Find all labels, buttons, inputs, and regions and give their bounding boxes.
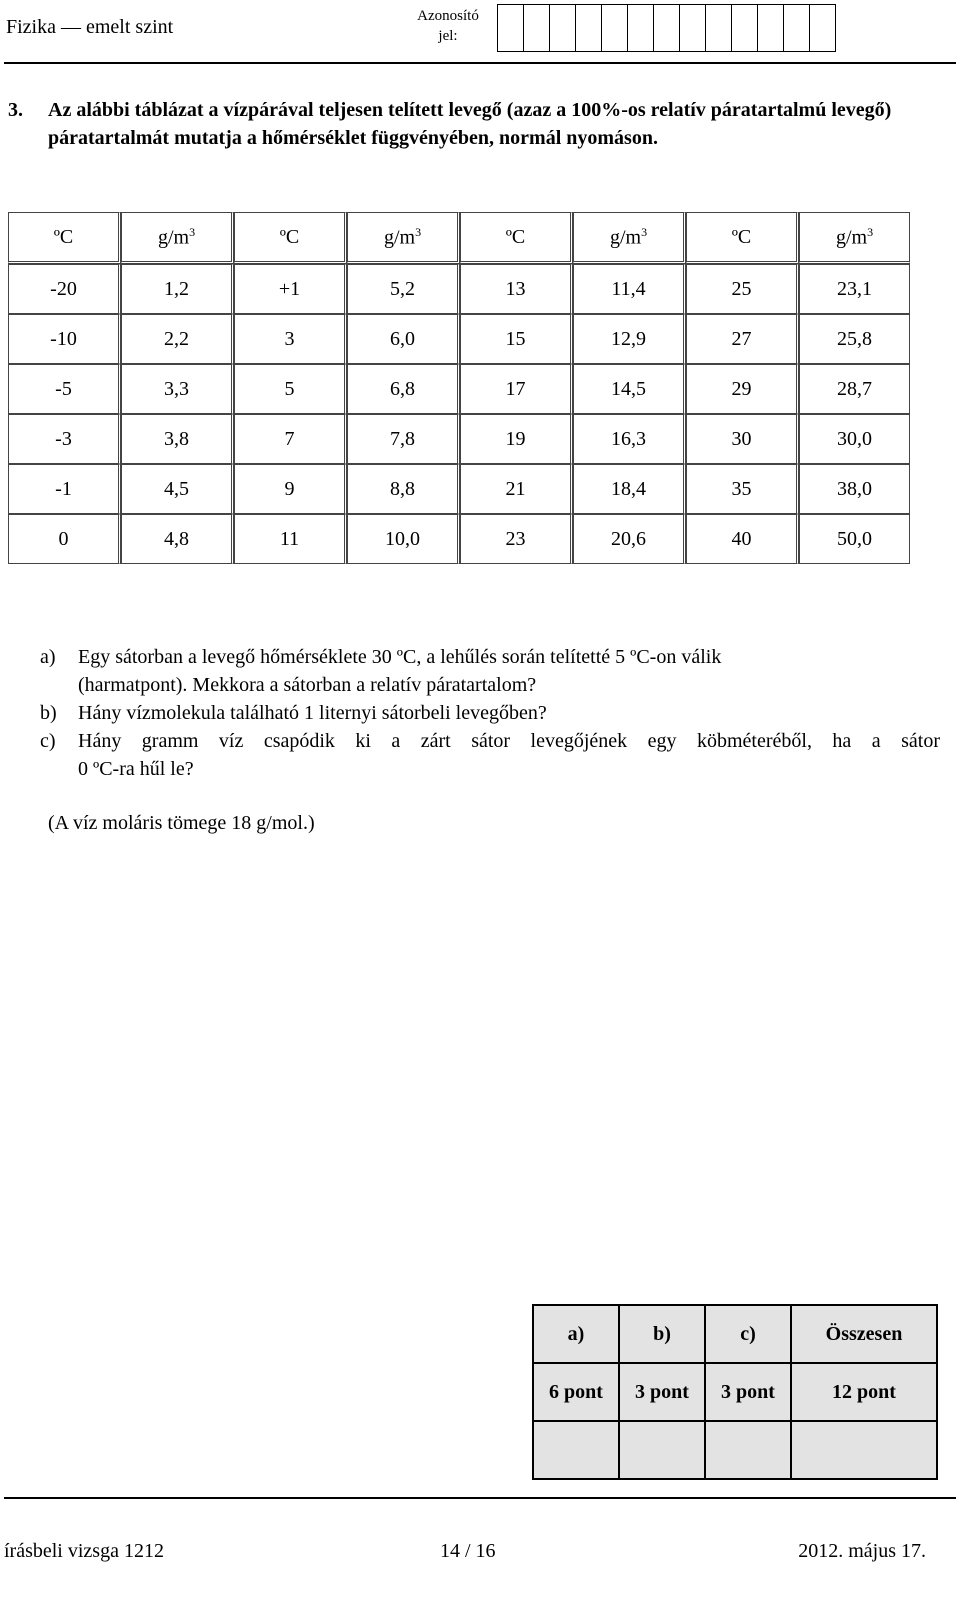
table-cell: 29 bbox=[686, 364, 799, 414]
id-label-line2: jel: bbox=[438, 28, 458, 44]
id-box[interactable] bbox=[575, 4, 602, 52]
score-points: 12 pont bbox=[791, 1363, 937, 1421]
question-c bbox=[40, 727, 940, 783]
table-row bbox=[8, 364, 910, 414]
id-box[interactable] bbox=[601, 4, 628, 52]
table-cell: 5,2 bbox=[347, 264, 460, 314]
header-cell: ºC bbox=[234, 212, 347, 264]
task-number: 3. bbox=[8, 99, 23, 121]
table-cell: 2,2 bbox=[121, 314, 234, 364]
header-cell: ºC bbox=[686, 212, 799, 264]
humidity-table bbox=[8, 212, 910, 564]
id-box[interactable] bbox=[783, 4, 810, 52]
score-label: c) bbox=[705, 1305, 791, 1363]
question-c-line1: Hány gramm víz csapódik ki a zárt sátor levegőjének egy köbméteréből, ha a sátor bbox=[78, 730, 940, 752]
table-cell: 7 bbox=[234, 414, 347, 464]
table-cell: 21 bbox=[460, 464, 573, 514]
table-cell: 14,5 bbox=[573, 364, 686, 414]
header-cell: $g/m^3$ bbox=[121, 212, 234, 264]
molar-mass-note: (A víz moláris tömege 18 g/mol.) bbox=[48, 812, 315, 834]
score-points-row bbox=[533, 1363, 937, 1421]
table-cell: 18,4 bbox=[573, 464, 686, 514]
question-a bbox=[40, 643, 940, 699]
table-cell: 13 bbox=[460, 264, 573, 314]
footer-divider bbox=[4, 1497, 956, 1499]
table-cell: 3,8 bbox=[121, 414, 234, 464]
table-cell: 0 bbox=[8, 514, 121, 564]
score-entry-cell[interactable] bbox=[533, 1421, 619, 1479]
id-box[interactable] bbox=[757, 4, 784, 52]
score-entry-row bbox=[533, 1421, 937, 1479]
table-header-row bbox=[8, 212, 910, 264]
footer-page-number: 14 / 16 bbox=[440, 1540, 496, 1562]
table-cell: 30 bbox=[686, 414, 799, 464]
header-divider bbox=[4, 62, 956, 64]
id-box[interactable] bbox=[809, 4, 836, 52]
question-a-label: a) bbox=[40, 646, 56, 668]
table-cell: -20 bbox=[8, 264, 121, 314]
id-label-line1: Azonosító bbox=[417, 8, 479, 24]
table-cell: 40 bbox=[686, 514, 799, 564]
table-cell: -5 bbox=[8, 364, 121, 414]
score-label: a) bbox=[533, 1305, 619, 1363]
subject-title: Fizika — emelt szint bbox=[6, 16, 174, 38]
table-cell: 25,8 bbox=[799, 314, 910, 364]
table-cell: 27 bbox=[686, 314, 799, 364]
table-cell: 30,0 bbox=[799, 414, 910, 464]
table-cell: 23 bbox=[460, 514, 573, 564]
id-box[interactable] bbox=[679, 4, 706, 52]
table-cell: -10 bbox=[8, 314, 121, 364]
id-box[interactable] bbox=[523, 4, 550, 52]
score-points: 6 pont bbox=[533, 1363, 619, 1421]
question-c-label: c) bbox=[40, 730, 56, 752]
table-cell: 4,5 bbox=[121, 464, 234, 514]
footer-exam-id: írásbeli vizsga 1212 bbox=[4, 1540, 164, 1562]
table-row bbox=[8, 514, 910, 564]
header-cell: $g/m^3$ bbox=[573, 212, 686, 264]
table-cell: 25 bbox=[686, 264, 799, 314]
table-cell: 12,9 bbox=[573, 314, 686, 364]
table-cell: -3 bbox=[8, 414, 121, 464]
score-entry-cell[interactable] bbox=[705, 1421, 791, 1479]
question-b-label: b) bbox=[40, 702, 57, 724]
table-row bbox=[8, 464, 910, 514]
table-cell: 16,3 bbox=[573, 414, 686, 464]
question-b-text: Hány vízmolekula található 1 liternyi sátorbeli levegőben? bbox=[78, 702, 547, 724]
table-cell: 11,4 bbox=[573, 264, 686, 314]
table-cell: 9 bbox=[234, 464, 347, 514]
table-cell: 28,7 bbox=[799, 364, 910, 414]
table-cell: 11 bbox=[234, 514, 347, 564]
task-text: Az alábbi táblázat a vízpárával teljesen telített levegő (azaz a 100%-os relatív páratartalmú levegő) páratartalmát mutatja a hőmérséklet függvényében, normál nyomáson. bbox=[48, 99, 892, 149]
table-cell: 3 bbox=[234, 314, 347, 364]
id-box[interactable] bbox=[731, 4, 758, 52]
table-cell: 19 bbox=[460, 414, 573, 464]
id-box[interactable] bbox=[549, 4, 576, 52]
question-a-line2: (harmatpont). Mekkora a sátorban a relatív páratartalom? bbox=[78, 674, 537, 696]
table-row bbox=[8, 264, 910, 314]
question-a-line1: Egy sátorban a levegő hőmérséklete 30 ºC, a lehűlés során telítetté 5 ºC-on válik bbox=[78, 646, 722, 668]
id-box[interactable] bbox=[627, 4, 654, 52]
table-cell: 35 bbox=[686, 464, 799, 514]
question-b bbox=[40, 699, 940, 727]
score-entry-cell[interactable] bbox=[619, 1421, 705, 1479]
table-row bbox=[8, 314, 910, 364]
id-boxes bbox=[498, 4, 836, 52]
question-c-line2: 0 ºC-ra hűl le? bbox=[78, 758, 194, 780]
table-cell: 50,0 bbox=[799, 514, 910, 564]
score-label-row bbox=[533, 1305, 937, 1363]
table-cell: 3,3 bbox=[121, 364, 234, 414]
header-cell: ºC bbox=[460, 212, 573, 264]
table-row bbox=[8, 414, 910, 464]
score-label: Összesen bbox=[791, 1305, 937, 1363]
score-points: 3 pont bbox=[705, 1363, 791, 1421]
table-cell: 8,8 bbox=[347, 464, 460, 514]
table-cell: 7,8 bbox=[347, 414, 460, 464]
table-cell: 20,6 bbox=[573, 514, 686, 564]
header-cell: $g/m^3$ bbox=[347, 212, 460, 264]
table-cell: 4,8 bbox=[121, 514, 234, 564]
score-entry-cell[interactable] bbox=[791, 1421, 937, 1479]
header-cell: ºC bbox=[8, 212, 121, 264]
table-cell: 6,0 bbox=[347, 314, 460, 364]
table-cell: 38,0 bbox=[799, 464, 910, 514]
table-cell: +1 bbox=[234, 264, 347, 314]
table-cell: 5 bbox=[234, 364, 347, 414]
score-points: 3 pont bbox=[619, 1363, 705, 1421]
page-header bbox=[0, 0, 960, 62]
id-label bbox=[406, 6, 490, 46]
footer-date: 2012. május 17. bbox=[798, 1540, 926, 1562]
id-box[interactable] bbox=[653, 4, 680, 52]
id-box[interactable] bbox=[497, 4, 524, 52]
table-cell: 23,1 bbox=[799, 264, 910, 314]
table-cell: 6,8 bbox=[347, 364, 460, 414]
score-label: b) bbox=[619, 1305, 705, 1363]
questions bbox=[40, 643, 940, 783]
score-table bbox=[532, 1304, 938, 1480]
header-cell: $g/m^3$ bbox=[799, 212, 910, 264]
table-cell: 15 bbox=[460, 314, 573, 364]
table-cell: -1 bbox=[8, 464, 121, 514]
id-box[interactable] bbox=[705, 4, 732, 52]
table-cell: 17 bbox=[460, 364, 573, 414]
table-cell: 10,0 bbox=[347, 514, 460, 564]
table-cell: 1,2 bbox=[121, 264, 234, 314]
